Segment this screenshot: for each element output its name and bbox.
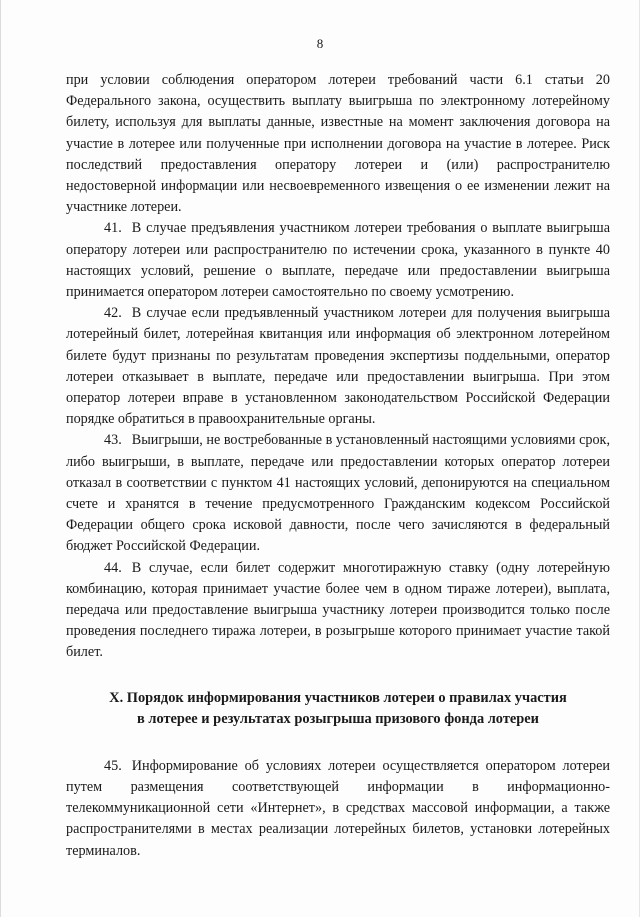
paragraph-number: 42. bbox=[104, 305, 122, 322]
paragraph-number: 45. bbox=[104, 757, 122, 774]
paragraph-text: В случае предъявления участником лотереи требования о выплате выигрыша оператору лотереи или распространителю по истечении срока, указанного в пункте 40 настоящих условий, решение о выплате, передаче или предоставлении выигрыша принимается оператором лотереи самостоятельно по своему усмотрению. bbox=[66, 220, 610, 301]
paragraph-number: 44. bbox=[104, 559, 122, 576]
paragraph-number: 41. bbox=[104, 220, 122, 237]
paragraph-continuation bbox=[66, 70, 610, 218]
paragraph-text: В случае, если билет содержит многотиражную ставку (одну лотерейную комбинацию, которая принимает участие более чем в одном тираже лотереи), выплата, передача или предоставление выигрыша участнику лотереи производится только после проведения последнего тиража лотереи, в розыгрыше которого принимает участие такой билет. bbox=[66, 559, 610, 661]
paragraph-43 bbox=[66, 430, 610, 557]
paragraph-42 bbox=[66, 303, 610, 430]
page-number: 8 bbox=[316, 36, 324, 51]
paragraph-41 bbox=[66, 218, 610, 303]
paragraph-text: В случае если предъявленный участником лотереи для получения выигрыша лотерейный билет, лотерейная квитанция или информация об электронном лотерейном билете будут признаны по результатам проведения экспертизы поддельными, оператор лотереи отказывает в выплате, передаче или предоставлении выигрыша. При этом оператор лотереи вправе в установленном законодательством Российской Федерации порядке обратиться в правоохранительные органы. bbox=[66, 305, 610, 428]
paragraph-text: Выигрыши, не востребованные в установленный настоящими условиями срок, либо выигрыши, в выплате, передаче или предоставлении которых оператор лотереи отказал в соответствии с пунктом 41 настоящих условий, депонируются на специальном счете и хранятся в течение предусмотренного Гражданским кодексом Российской Федерации общего срока исковой давности, после чего зачисляются в федеральный бюджет Российской Федерации. bbox=[66, 432, 610, 555]
paragraph-44 bbox=[66, 558, 610, 664]
paragraph-text: при условии соблюдения оператором лотереи требований части 6.1 статьи 20 Федерального закона, осуществить выплату выигрыша по электронному лотерейному билету, используя для выплаты данные, известные на момент заключения договора на участие в лотерее или полученные при исполнении договора на участие в лотерее. Риск последствий предоставления оператору лотереи и (или) распространителю недостоверной информации или несвоевременного извещения о ее изменении лежит на участнике лотереи. bbox=[66, 72, 610, 216]
section-heading-line-1: X. Порядок информирования участников лотереи о правилах участия bbox=[109, 689, 567, 706]
paragraph-text: Информирование об условиях лотереи осуществляется оператором лотереи путем размещения соответствующей информации в информационно-телекоммуникационной сети «Интернет», в средствах массовой информации, а также распространителями в местах реализации лотерейных билетов, установки лотерейных терминалов. bbox=[66, 757, 610, 859]
document-body bbox=[66, 70, 610, 862]
section-heading bbox=[66, 688, 610, 730]
section-heading-line-2: в лотерее и результатах розыгрыша призового фонда лотереи bbox=[137, 710, 539, 727]
paragraph-number: 43. bbox=[104, 432, 122, 449]
paragraph-45 bbox=[66, 756, 610, 862]
